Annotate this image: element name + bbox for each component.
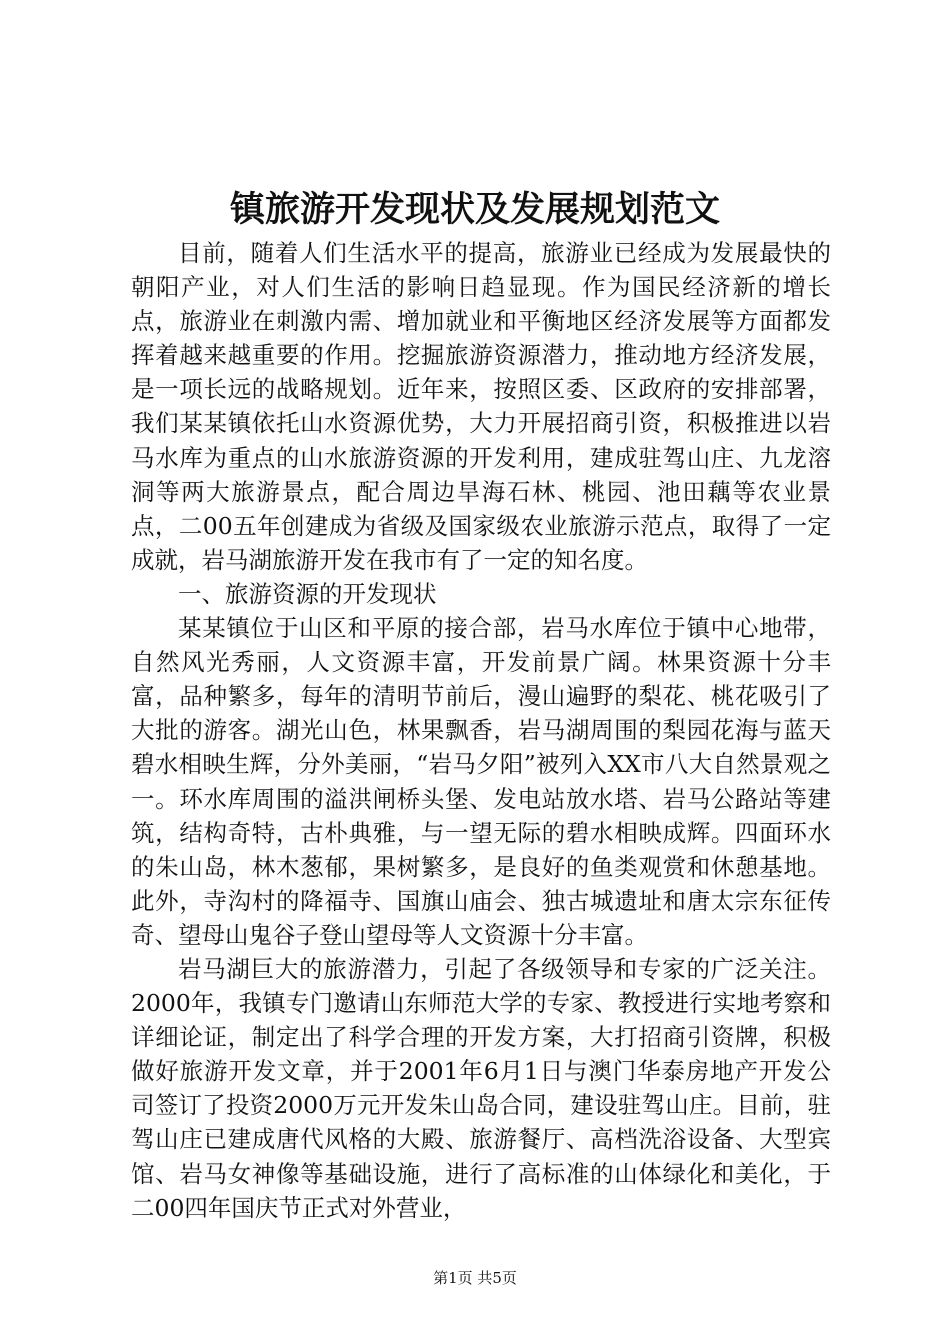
page-number: 第1页 共5页 [433, 1269, 517, 1287]
document-body [131, 236, 831, 1225]
paragraph-resources: 某某镇位于山区和平原的接合部，岩马水库位于镇中心地带，自然风光秀丽，人文资源丰富，开发前景广阔。林果资源十分丰富，品种繁多，每年的清明节前后，漫山遍野的梨花、桃花吸引了大批的游客。湖光山色，林果飘香，岩马湖周围的梨园花海与蓝天碧水相映生辉，分外美丽，“岩马夕阳”被列入XX市八大自然景观之一。环水库周围的溢洪闸桥头堡、发电站放水塔、岩马公路站等建筑，结构奇特，古朴典雅，与一望无际的碧水相映成辉。四面环水的朱山岛，林木葱郁，果树繁多，是良好的鱼类观赏和休憩基地。此外，寺沟村的降福寺、国旗山庙会、独古城遗址和唐太宗东征传奇、望母山鬼谷子登山望母等人文资源十分丰富。 [131, 614, 831, 949]
document-title: 镇旅游开发现状及发展规划范文 [229, 189, 720, 230]
section-heading: 一、旅游资源的开发现状 [178, 579, 437, 608]
paragraph-intro: 目前，随着人们生活水平的提高，旅游业已经成为发展最快的朝阳产业，对人们生活的影响日趋显现。作为国民经济新的增长点，旅游业在刺激内需、增加就业和平衡地区经济发展等方面都发挥着越来越重要的作用。挖掘旅游资源潜力，推动地方经济发展，是一项长远的战略规划。近年来，按照区委、区政府的安排部署，我们某某镇依托山水资源优势，大力开展招商引资，积极推进以岩马水库为重点的山水旅游资源的开发利用，建成驻驾山庄、九龙溶洞等两大旅游景点，配合周边旱海石林、桃园、池田藕等农业景点，二00五年创建成为省级及国家级农业旅游示范点，取得了一定成就，岩马湖旅游开发在我市有了一定的知名度。 [131, 239, 831, 574]
paragraph-development: 岩马湖巨大的旅游潜力，引起了各级领导和专家的广泛关注。2000年，我镇专门邀请山东师范大学的专家、教授进行实地考察和详细论证，制定出了科学合理的开发方案，大打招商引资牌，积极做好旅游开发文章，并于2001年6月1日与澳门华泰房地产开发公司签订了投资2000万元开发朱山岛合同，建设驻驾山庄。目前，驻驾山庄已建成唐代风格的大殿、旅游餐厅、高档洗浴设备、大型宾馆、岩马女神像等基础设施，进行了高标准的山体绿化和美化，于二00四年国庆节正式对外营业， [131, 954, 831, 1222]
page-footer [0, 1268, 950, 1288]
